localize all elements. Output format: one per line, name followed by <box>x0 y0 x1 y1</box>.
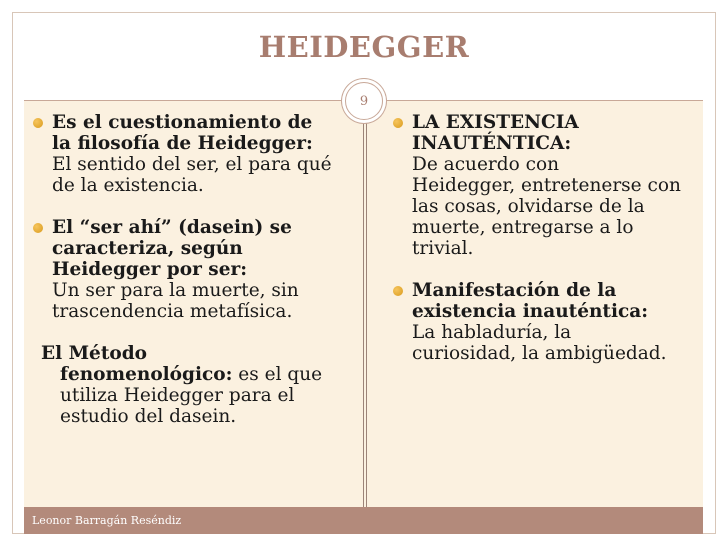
bullet-heading: INAUTÉNTICA: <box>412 133 572 154</box>
list-item <box>33 112 345 196</box>
bullet-heading: existencia inauténtica: <box>412 301 649 322</box>
bullet-heading: El “ser ahí” (dasein) se <box>52 217 292 238</box>
column-divider <box>363 112 367 507</box>
bullet-text: De acuerdo con <box>412 154 560 175</box>
slide-title: HEIDEGGER <box>258 30 470 64</box>
bullet-heading: Es el cuestionamiento de <box>52 112 313 133</box>
bullet-text: Un ser para la muerte, sin <box>52 280 299 301</box>
left-column <box>33 112 345 427</box>
bullet-text: muerte, entregarse a lo trivial. <box>412 217 634 259</box>
bullet-text: de la existencia. <box>52 175 204 196</box>
method-text: estudio del dasein. <box>60 406 237 427</box>
bullet-heading: la filosofía de Heidegger: <box>52 133 313 154</box>
bullet-text: trascendencia metafísica. <box>52 301 293 322</box>
method-text: es el que <box>232 364 323 385</box>
list-item <box>33 217 345 322</box>
bullet-heading: Heidegger por ser: <box>52 259 248 280</box>
page-number-badge: 9 <box>345 82 383 120</box>
bullet-text: Heidegger, entretenerse con <box>412 175 681 196</box>
bullet-dot-icon <box>393 286 403 296</box>
bullet-heading: LA EXISTENCIA <box>412 112 579 133</box>
right-column <box>393 112 693 364</box>
bullet-text: curiosidad, la ambigüedad. <box>412 343 667 364</box>
bullet-dot-icon <box>33 118 43 128</box>
bullet-text: las cosas, olvidarse de la <box>412 196 645 217</box>
bullet-heading: caracteriza, según <box>52 238 243 259</box>
footer-author: Leonor Barragán Reséndiz <box>24 507 703 534</box>
bullet-dot-icon <box>393 118 403 128</box>
bullet-text: El sentido del ser, el para qué <box>52 154 332 175</box>
method-text: utiliza Heidegger para el <box>60 385 295 406</box>
method-paragraph <box>33 343 345 427</box>
method-heading: El Método <box>41 343 147 364</box>
method-heading: fenomenológico: <box>60 364 233 385</box>
bullet-heading: Manifestación de la <box>412 280 617 301</box>
bullet-dot-icon <box>33 223 43 233</box>
list-item <box>393 112 693 259</box>
bullet-text: La habladuría, la <box>412 322 572 343</box>
list-item <box>393 280 693 364</box>
